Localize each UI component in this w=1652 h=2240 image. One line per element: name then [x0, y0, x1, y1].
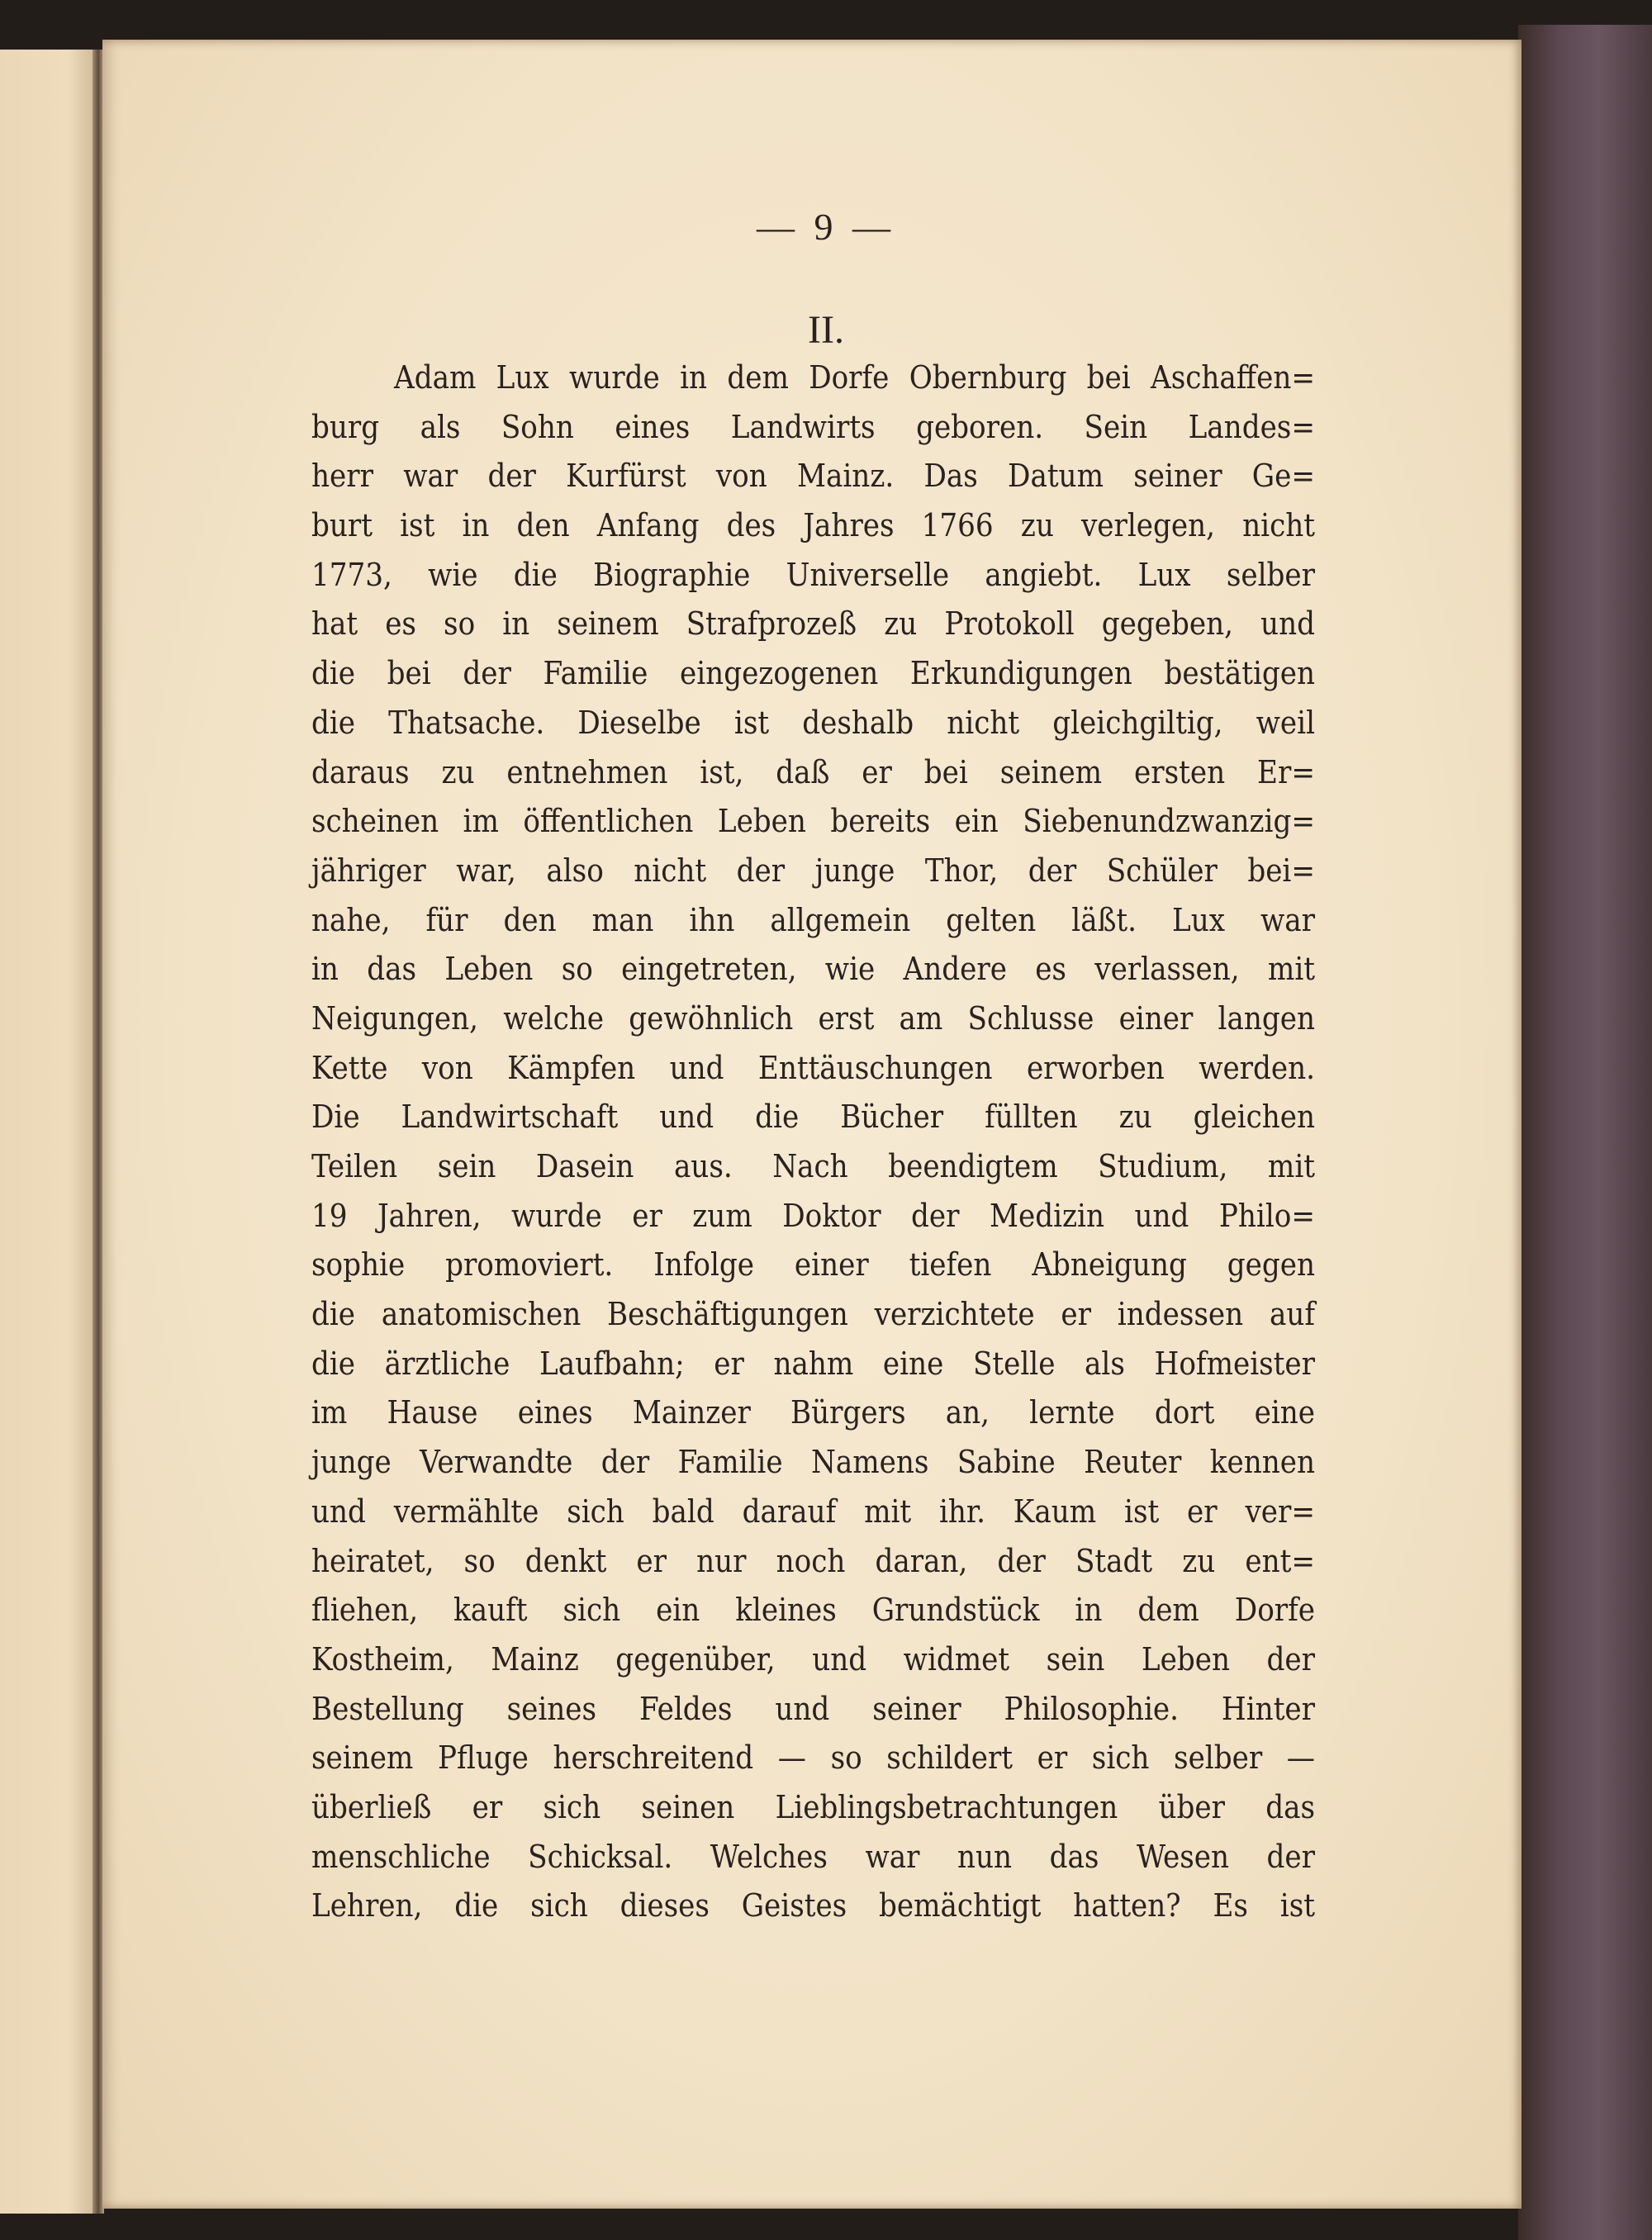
text-line: herr war der Kurfürst von Mainz. Das Datum seiner Ge= [311, 458, 1315, 495]
text-line: Adam Lux wurde in dem Dorfe Obernburg bei Aschaffen= [394, 359, 1315, 396]
text-line: Teilen sein Dasein aus. Nach beendigtem Studium, mit [311, 1148, 1315, 1184]
book-cover-edge [1518, 25, 1652, 2240]
left-page-edge [0, 50, 97, 2214]
body-text [311, 354, 1315, 1931]
text-line: nahe, für den man ihn allgemein gelten läßt. Lux war [311, 901, 1315, 938]
text-line: und vermählte sich bald darauf mit ihr. Kaum ist er ver= [311, 1493, 1315, 1530]
text-line: sophie promoviert. Infolge einer tiefen Abneigung gegen [311, 1246, 1315, 1284]
text-line: Kette von Kämpfen und Enttäuschungen erworben werden. [311, 1049, 1315, 1086]
text-line: Lehren, die sich dieses Geistes bemächtigt hatten? Es ist [311, 1887, 1315, 1924]
text-line: menschliche Schicksal. Welches war nun das Wesen der [311, 1838, 1315, 1875]
text-line: jähriger war, also nicht der junge Thor, der Schüler bei= [311, 852, 1315, 889]
chapter-heading: II. [808, 308, 844, 352]
text-line: die ärztliche Laufbahn; er nahm eine Stelle als Hofmeister [311, 1345, 1315, 1382]
text-line: junge Verwandte der Familie Namens Sabine Reuter kennen [311, 1444, 1315, 1481]
text-line: heiratet, so denkt er nur noch daran, der Stadt zu ent= [311, 1542, 1315, 1579]
text-line: seinem Pfluge herschreitend — so schildert er sich selber — [311, 1739, 1315, 1777]
text-line: die anatomischen Beschäftigungen verzichtete er indessen auf [311, 1296, 1315, 1333]
text-line: 19 Jahren, wurde er zum Doktor der Medizin und Philo= [311, 1197, 1315, 1234]
text-line: daraus zu entnehmen ist, daß er bei seinem ersten Er= [311, 753, 1315, 790]
text-line: Die Landwirtschaft und die Bücher füllten zu gleichen [311, 1099, 1315, 1136]
text-line: Bestellung seines Feldes und seiner Philosophie. Hinter [311, 1690, 1315, 1727]
page-number: — 9 — [757, 206, 895, 248]
text-line: Neigungen, welche gewöhnlich erst am Schlusse einer langen [311, 999, 1315, 1037]
text-line: die bei der Familie eingezogenen Erkundigungen bestätigen [311, 655, 1315, 692]
text-line: in das Leben so eingetreten, wie Andere es verlassen, mit [311, 951, 1315, 988]
text-line: burg als Sohn eines Landwirts geboren. Sein Landes= [311, 408, 1315, 445]
text-line: überließ er sich seinen Lieblingsbetrachtungen über das [311, 1788, 1315, 1825]
text-line: die Thatsache. Dieselbe ist deshalb nicht gleichgiltig, weil [311, 704, 1315, 741]
text-line: Kostheim, Mainz gegenüber, und widmet sein Leben der [311, 1640, 1315, 1678]
text-line: im Hause eines Mainzer Bürgers an, lernte dort eine [311, 1394, 1315, 1431]
text-line: hat es so in seinem Strafprozeß zu Protokoll gegeben, und [311, 605, 1315, 643]
text-line: fliehen, kauft sich ein kleines Grundstück in dem Dorfe [311, 1592, 1315, 1629]
text-line: scheinen im öffentlichen Leben bereits ein Siebenundzwanzig= [311, 803, 1315, 840]
text-line: 1773, wie die Biographie Universelle angiebt. Lux selber [311, 556, 1315, 593]
text-line: burt ist in den Anfang des Jahres 1766 zu verlegen, nicht [311, 507, 1315, 544]
